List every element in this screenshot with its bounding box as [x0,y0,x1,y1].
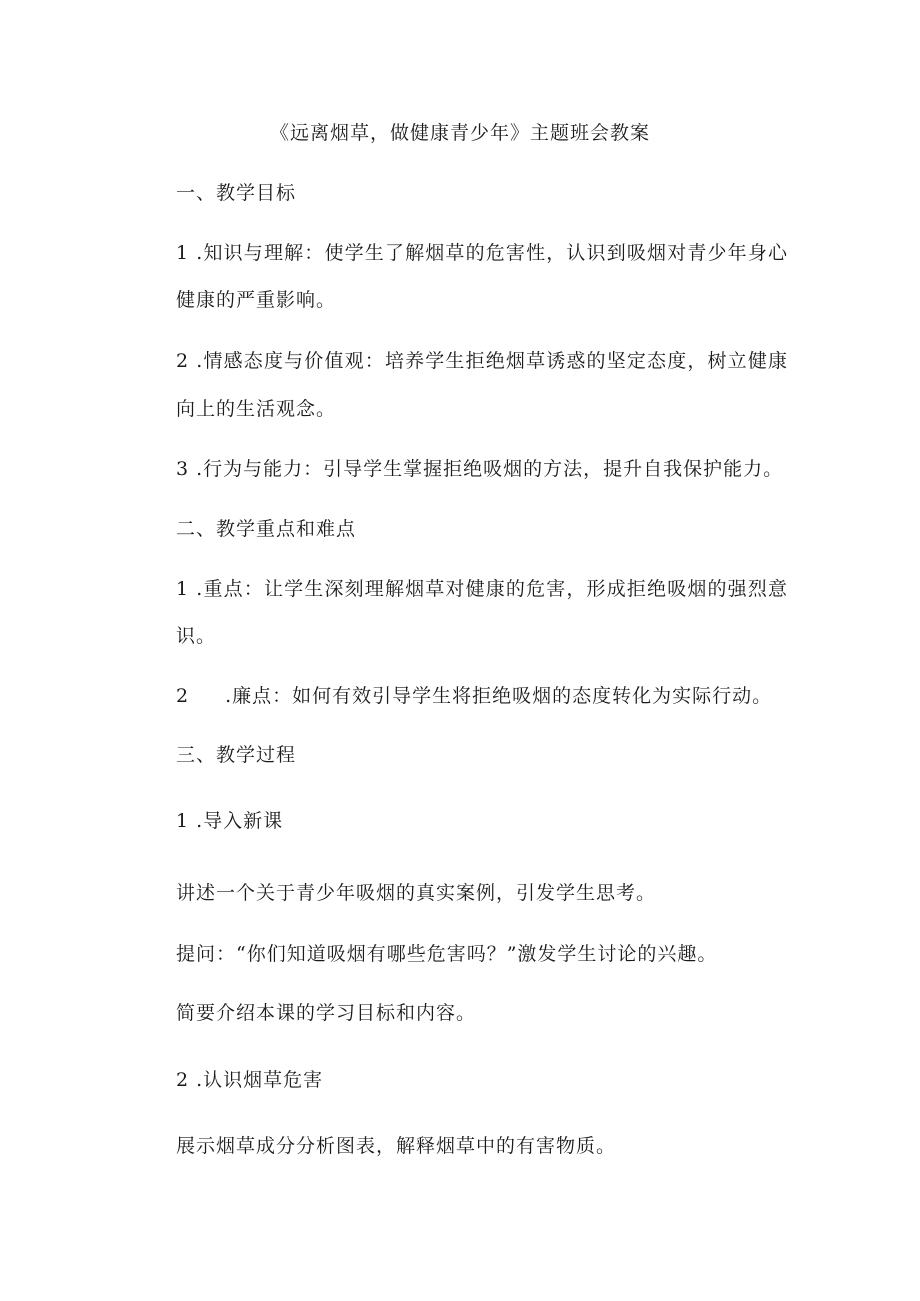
step-1-paragraph-3: 简要介绍本课的学习目标和内容。 [176,1002,477,1024]
document-title: 《远离烟草，做健康青少年》主题班会教案 [269,122,650,144]
goal-2-line-1: 2 .情感态度与价值观：培养学生拒绝烟草诱惑的坚定态度，树立健康 [176,350,788,372]
step-2-paragraph-1: 展示烟草成分分析图表，解释烟草中的有害物质。 [176,1135,617,1157]
key-point-1-line-2: 识。 [176,625,217,647]
goal-1-line-1: 1 .知识与理解：使学生了解烟草的危害性，认识到吸烟对青少年身心 [176,242,788,264]
key-point-2 [176,684,772,708]
section-heading-goals: 一、教学目标 [176,182,297,204]
goal-1-line-2: 健康的严重影响。 [176,289,337,311]
key-point-1-line-1: 1 .重点：让学生深刻理解烟草对健康的危害，形成拒绝吸烟的强烈意 [176,578,788,600]
key-point-2-text: .廉点：如何有效引导学生将拒绝吸烟的态度转化为实际行动。 [225,685,773,707]
key-point-2-number: 2 [176,685,190,707]
section-heading-process: 三、教学过程 [176,744,297,766]
step-1-paragraph-1: 讲述一个关于青少年吸烟的真实案例，引发学生思考。 [176,882,657,904]
step-1-paragraph-2: 提问：“你们知道吸烟有哪些危害吗？”激发学生讨论的兴趣。 [176,943,718,965]
goal-2-line-2: 向上的生活观念。 [176,398,337,420]
step-1-heading: 1 .导入新课 [176,810,284,832]
goal-3: 3 .行为与能力：引导学生掌握拒绝吸烟的方法，提升自我保护能力。 [176,458,784,480]
step-2-heading: 2 .认识烟草危害 [176,1069,324,1091]
section-heading-key-points: 二、教学重点和难点 [176,518,357,540]
